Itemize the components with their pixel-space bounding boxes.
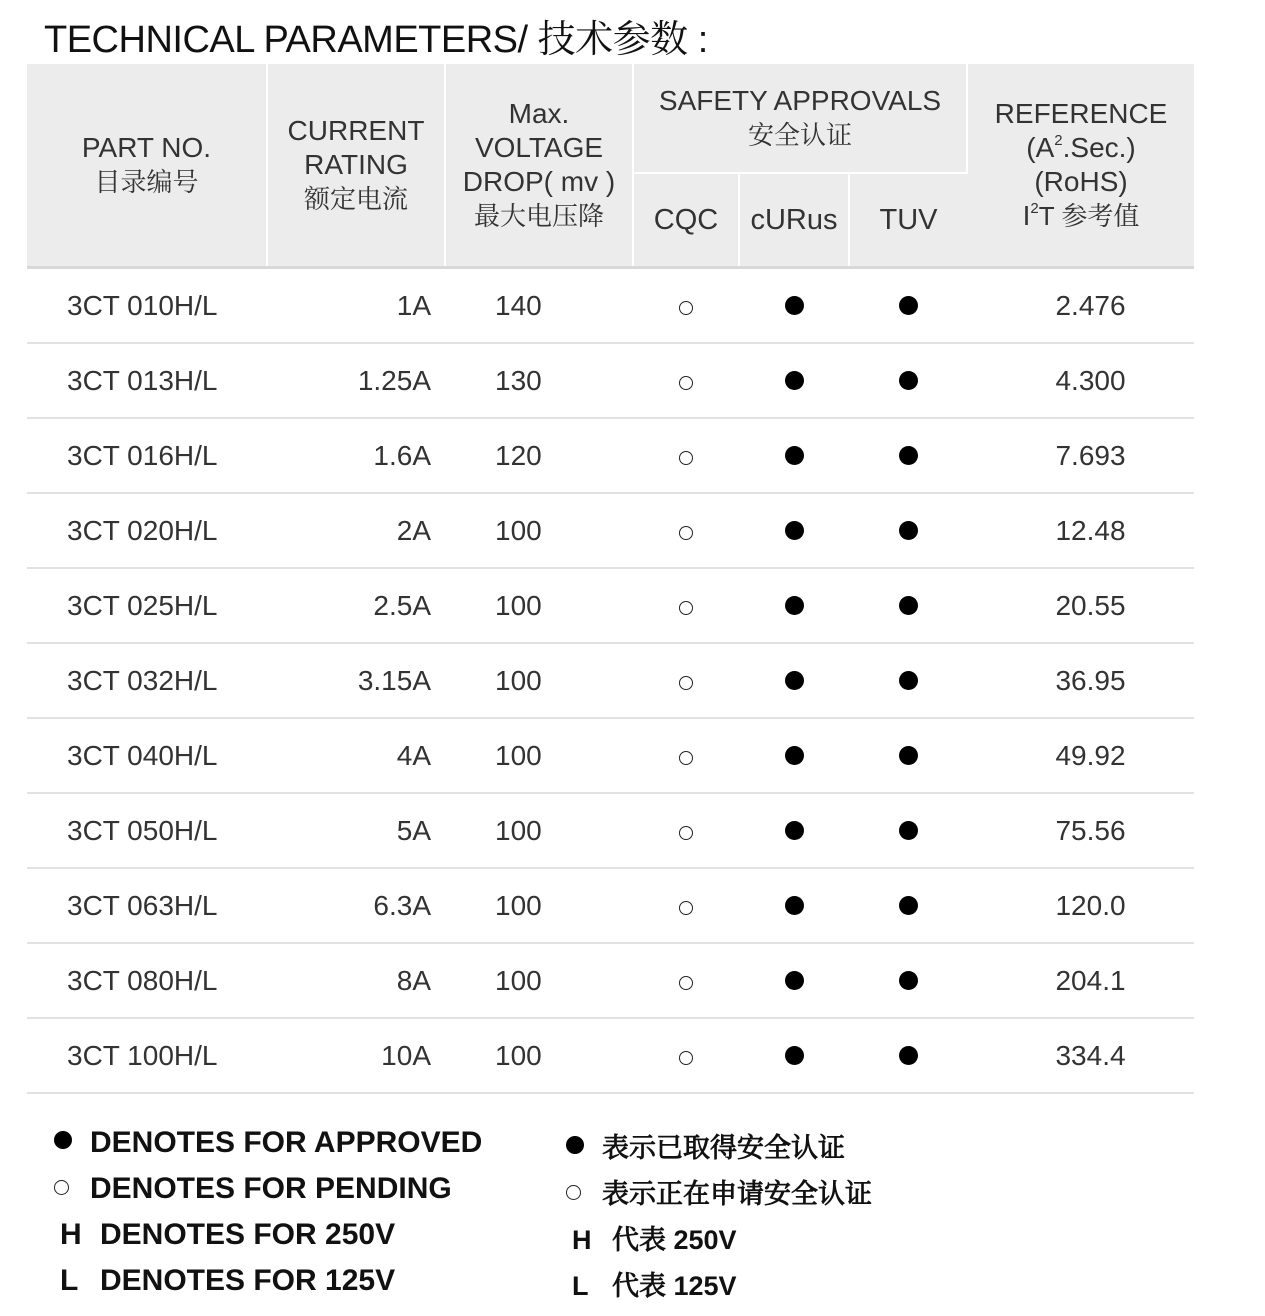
reference-value: 49.92: [967, 718, 1194, 793]
pending-icon: [54, 1180, 69, 1195]
header-current-en1: CURRENT: [287, 115, 425, 146]
part-number: 3CT 050H/L: [27, 793, 267, 868]
legend-l-cn-text: 代表 125V: [612, 1271, 737, 1301]
approved-icon: [899, 296, 918, 315]
approved-icon: [899, 821, 918, 840]
part-number: 3CT 020H/L: [27, 493, 267, 568]
header-curus: cURus: [739, 173, 849, 268]
header-part-no-cn: 目录编号: [94, 167, 199, 197]
voltage-drop: 130: [445, 343, 633, 418]
approved-icon: [899, 1046, 918, 1065]
part-number: 3CT 032H/L: [27, 643, 267, 718]
cqc-status: [633, 343, 739, 418]
header-reference-unit: [968, 131, 1194, 165]
curus-status: [739, 718, 849, 793]
header-voltage-drop: [445, 64, 633, 268]
part-number: 3CT 025H/L: [27, 568, 267, 643]
approved-icon: [785, 896, 804, 915]
header-voltage-cn: 最大电压降: [473, 201, 604, 231]
pending-icon: [679, 1051, 693, 1065]
reference-value: 2.476: [967, 268, 1194, 344]
current-rating: 3.15A: [267, 643, 445, 718]
legend-approved-cn: [566, 1126, 845, 1165]
tuv-status: [849, 493, 967, 568]
cqc-status: [633, 1018, 739, 1093]
approved-icon: [899, 521, 918, 540]
legend-l-en: [54, 1264, 395, 1298]
approved-icon: [785, 296, 804, 315]
tuv-status: [849, 1018, 967, 1093]
header-part-no: [27, 64, 267, 268]
part-number: 3CT 080H/L: [27, 943, 267, 1018]
current-rating: 2.5A: [267, 568, 445, 643]
pending-icon: [679, 676, 693, 690]
legend: [54, 1126, 1054, 1310]
approved-icon: [899, 371, 918, 390]
header-current-en2: RATING: [304, 149, 408, 180]
pending-icon: [679, 301, 693, 315]
header-reference: [967, 64, 1194, 268]
page-title: TECHNICAL PARAMETERS/ 技术参数 :: [44, 19, 708, 61]
header-safety-cn: 安全认证: [748, 120, 853, 150]
header-reference-en1: REFERENCE: [994, 98, 1168, 129]
tuv-status: [849, 793, 967, 868]
legend-l-letter: L: [60, 1264, 79, 1297]
header-reference-unit-a: (A: [1026, 132, 1055, 163]
current-rating: 5A: [267, 793, 445, 868]
curus-status: [739, 493, 849, 568]
header-reference-sup2: 2: [1030, 200, 1039, 217]
pending-icon: [679, 451, 693, 465]
legend-pending: [54, 1172, 1054, 1218]
voltage-drop: 100: [445, 493, 633, 568]
header-reference-t: T 参考值: [1038, 201, 1140, 231]
approved-icon: [899, 896, 918, 915]
part-number: 3CT 063H/L: [27, 868, 267, 943]
voltage-drop: 100: [445, 718, 633, 793]
legend-h-en: [54, 1218, 395, 1252]
cqc-status: [633, 418, 739, 493]
reference-value: 36.95: [967, 643, 1194, 718]
tuv-status: [849, 343, 967, 418]
part-number: 3CT 010H/L: [27, 268, 267, 344]
tuv-status: [849, 718, 967, 793]
current-rating: 4A: [267, 718, 445, 793]
header-voltage-en1: Max.: [508, 98, 570, 129]
header-voltage-en2: VOLTAGE: [474, 132, 604, 163]
header-safety-en: SAFETY APPROVALS: [658, 85, 942, 116]
cqc-status: [633, 718, 739, 793]
part-number: 3CT 100H/L: [27, 1018, 267, 1093]
approved-icon: [54, 1131, 72, 1149]
curus-status: [739, 268, 849, 344]
table-header: [27, 64, 1194, 268]
approved-icon: [785, 971, 804, 990]
approved-icon: [899, 746, 918, 765]
voltage-drop: 100: [445, 1018, 633, 1093]
legend-approved: [54, 1126, 1054, 1172]
cqc-status: [633, 943, 739, 1018]
legend-l: [54, 1264, 1054, 1310]
cqc-status: [633, 643, 739, 718]
approved-icon: [785, 446, 804, 465]
reference-value: 120.0: [967, 868, 1194, 943]
curus-status: [739, 643, 849, 718]
voltage-drop: 100: [445, 568, 633, 643]
approved-icon: [785, 596, 804, 615]
pending-icon: [679, 526, 693, 540]
curus-status: [739, 1018, 849, 1093]
tuv-status: [849, 568, 967, 643]
header-reference-i: I: [1022, 200, 1031, 231]
reference-value: 75.56: [967, 793, 1194, 868]
legend-h-letter: H: [60, 1218, 82, 1251]
approved-icon: [899, 671, 918, 690]
legend-approved-en: [54, 1126, 482, 1160]
current-rating: 1.6A: [267, 418, 445, 493]
table-row: [27, 868, 1194, 943]
approved-icon: [566, 1136, 584, 1154]
legend-pending-cn-text: 表示正在申请安全认证: [602, 1179, 872, 1209]
pending-icon: [679, 601, 693, 615]
approved-icon: [785, 671, 804, 690]
legend-h-cn-text: 代表 250V: [612, 1225, 737, 1255]
reference-value: 204.1: [967, 943, 1194, 1018]
voltage-drop: 100: [445, 643, 633, 718]
table-row: [27, 568, 1194, 643]
approved-icon: [785, 371, 804, 390]
legend-h: [54, 1218, 1054, 1264]
header-current-cn: 额定电流: [303, 184, 408, 214]
curus-status: [739, 943, 849, 1018]
reference-value: 4.300: [967, 343, 1194, 418]
legend-pending-en: [54, 1172, 452, 1206]
voltage-drop: 100: [445, 943, 633, 1018]
legend-pending-cn: [566, 1172, 872, 1211]
part-number: 3CT 016H/L: [27, 418, 267, 493]
approved-icon: [899, 971, 918, 990]
voltage-drop: 100: [445, 793, 633, 868]
legend-l-en-text: DENOTES FOR 125V: [100, 1264, 396, 1297]
curus-status: [739, 343, 849, 418]
tuv-status: [849, 868, 967, 943]
reference-value: 20.55: [967, 568, 1194, 643]
header-reference-unit-b: .Sec.): [1062, 132, 1136, 163]
header-part-no-en: PART NO.: [81, 132, 212, 163]
approved-icon: [785, 521, 804, 540]
reference-value: 7.693: [967, 418, 1194, 493]
curus-status: [739, 568, 849, 643]
header-voltage-en3: DROP( mv ): [462, 166, 616, 197]
voltage-drop: 140: [445, 268, 633, 344]
cqc-status: [633, 568, 739, 643]
table-row: [27, 1018, 1194, 1093]
legend-h-en-text: DENOTES FOR 250V: [100, 1218, 396, 1251]
tuv-status: [849, 943, 967, 1018]
approved-icon: [785, 746, 804, 765]
current-rating: 6.3A: [267, 868, 445, 943]
legend-l-letter-cn: L: [572, 1271, 589, 1301]
table-row: [27, 343, 1194, 418]
part-number: 3CT 013H/L: [27, 343, 267, 418]
reference-value: 334.4: [967, 1018, 1194, 1093]
pending-icon: [566, 1185, 581, 1200]
tuv-status: [849, 268, 967, 344]
cqc-status: [633, 493, 739, 568]
header-tuv: TUV: [849, 173, 967, 268]
table-row: [27, 643, 1194, 718]
legend-h-letter-cn: H: [572, 1225, 592, 1255]
tuv-status: [849, 418, 967, 493]
pending-icon: [679, 751, 693, 765]
approved-icon: [785, 1046, 804, 1065]
header-cqc: CQC: [633, 173, 739, 268]
cqc-status: [633, 868, 739, 943]
tuv-status: [849, 643, 967, 718]
curus-status: [739, 793, 849, 868]
header-safety-approvals: [633, 64, 967, 173]
approved-icon: [899, 446, 918, 465]
current-rating: 10A: [267, 1018, 445, 1093]
header-current-rating: [267, 64, 445, 268]
curus-status: [739, 418, 849, 493]
current-rating: 1.25A: [267, 343, 445, 418]
approved-icon: [899, 596, 918, 615]
table-row: [27, 718, 1194, 793]
current-rating: 2A: [267, 493, 445, 568]
current-rating: 8A: [267, 943, 445, 1018]
header-reference-i2t: [968, 199, 1194, 233]
part-number: 3CT 040H/L: [27, 718, 267, 793]
cqc-status: [633, 268, 739, 344]
cqc-status: [633, 793, 739, 868]
pending-icon: [679, 901, 693, 915]
table-row: [27, 493, 1194, 568]
curus-status: [739, 868, 849, 943]
table-row: [27, 793, 1194, 868]
voltage-drop: 100: [445, 868, 633, 943]
header-reference-rohs: (RoHS): [1034, 166, 1128, 197]
pending-icon: [679, 826, 693, 840]
table-row: [27, 943, 1194, 1018]
voltage-drop: 120: [445, 418, 633, 493]
table-row: [27, 418, 1194, 493]
legend-approved-en-text: DENOTES FOR APPROVED: [90, 1126, 483, 1159]
approved-icon: [785, 821, 804, 840]
reference-value: 12.48: [967, 493, 1194, 568]
legend-h-cn: [566, 1218, 737, 1257]
pending-icon: [679, 976, 693, 990]
legend-approved-cn-text: 表示已取得安全认证: [602, 1133, 845, 1163]
table-row: [27, 268, 1194, 344]
table-body: [27, 268, 1194, 1094]
technical-parameters-table: [27, 64, 1194, 1094]
pending-icon: [679, 376, 693, 390]
legend-pending-en-text: DENOTES FOR PENDING: [90, 1172, 452, 1205]
current-rating: 1A: [267, 268, 445, 344]
header-reference-sup1: 2: [1054, 132, 1063, 149]
legend-l-cn: [566, 1264, 737, 1303]
